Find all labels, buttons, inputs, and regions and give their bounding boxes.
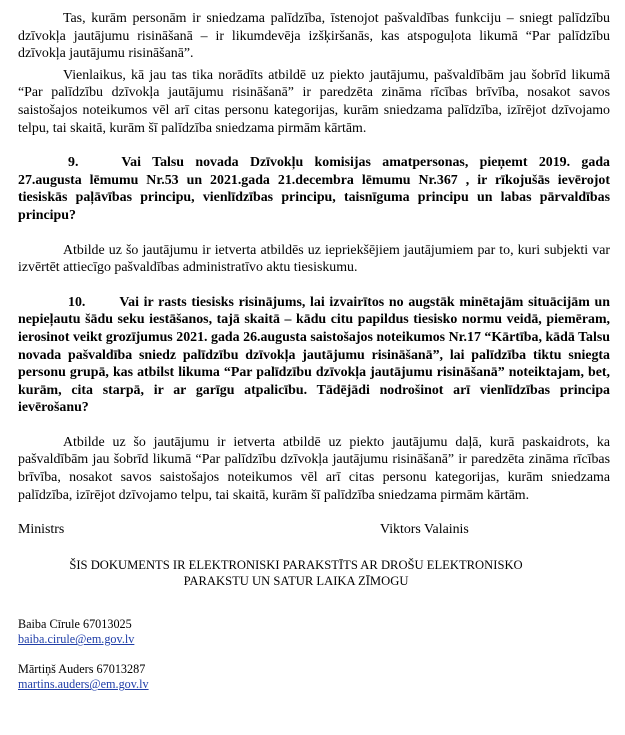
paragraph-2: Vienlaikus, kā jau tas tika norādīts atbildē uz piekto jautājumu, pašvaldībām jau šobrīd likumā “Par palīdzību dzīvokļa jautājumu risināšanā” ir paredzēta zināma rīcības brīvība, nosakot savos saistošajos noteikumos vēl arī citas personu kategorijas, kurām sniedzama palīdzība, izīrējot dzīvojamo telpu, tai skaitā, kurām šī palīdzība sniedzama pirmām kārtām.	[18, 67, 610, 136]
question-9	[18, 154, 610, 224]
question-10-text: Vai ir rasts tiesisks risinājums, lai izvairītos no augstāk minētajām situācijām un nepieļautu šādu seku iestāšanos, tajā skaitā – kādu citu papildus tiesisko normu veidā, piemēram, ierosinot veikt grozījumus 2021. gada 26.augusta saistošajos noteikumos Nr.17 “Kārtība, kādā Talsu novada pašvaldība sniedz palīdzību dzīvokļa jautājumu risināšanā”, lai palīdzība tiktu sniegta personu grupā, kas atbilst likuma “Par palīdzību dzīvokļa jautājumu risināšanā” noteiktajam, bet, kurām, cita starpā, ir ar garīgu atpalicību. Tādējādi nodrošinot arī vienlīdzības principa ievērošanu?	[18, 294, 610, 416]
question-9-text: Vai Talsu novada Dzīvokļu komisijas amatpersonas, pieņemt 2019. gada 27.augusta lēmumu Nr.53 un 2021.gada 21.decembra lēmumu Nr.367 , ir rīkojušās ievērojot tiesiskās paļāvības principu, vienlīdzības principu, taisnīguma principu un labas pārvaldības principu?	[18, 155, 610, 223]
answer-9: Atbilde uz šo jautājumu ir ietverta atbildēs uz iepriekšējiem jautājumiem par to, kuri subjekti var izvērtēt attiecīgo pašvaldības administratīvo aktu tiesiskumu.	[18, 242, 610, 276]
signatory-name: Viktors Valainis	[380, 522, 469, 538]
contact-1	[18, 617, 610, 648]
contacts	[18, 617, 610, 693]
contact-2	[18, 662, 610, 693]
contact-name-phone: Baiba Cīrule 67013025	[18, 616, 132, 631]
contact-email-link[interactable]: martins.auders@em.gov.lv	[18, 677, 149, 692]
answer-10: Atbilde uz šo jautājumu ir ietverta atbildē uz piekto jautājumu daļā, kurā paskaidrots, ka pašvaldībām jau šobrīd likumā “Par palīdzību dzīvokļa jautājumu risināšanā” ir paredzēta zināma rīcības brīvība, nosakot savos saistošajos noteikumos vēl arī citas personu kategorijas, kurām sniedzama palīdzība, izīrējot dzīvojamo telpu, tai skaitā, kurām šī palīdzība sniedzama pirmām kārtām.	[18, 434, 610, 503]
signatory-role: Ministrs	[18, 522, 65, 538]
contact-name-phone: Mārtiņš Auders 67013287	[18, 661, 146, 676]
question-9-number: 9.	[68, 155, 79, 171]
document-page	[18, 10, 610, 693]
question-10-number: 10.	[68, 294, 86, 310]
question-10	[18, 294, 610, 417]
paragraph-1: Tas, kurām personām ir sniedzama palīdzība, īstenojot pašvaldības funkciju – sniegt palīdzību dzīvokļa jautājumu risināšanā – ir likumdevēja izšķiršanās, kas atspoguļota likumā “Par palīdzību dzīvokļa jautājumu risināšanā”.	[18, 11, 610, 62]
signature-line	[18, 521, 610, 539]
contact-email-link[interactable]: baiba.cirule@em.gov.lv	[18, 632, 135, 647]
e-signature-notice: ŠIS DOKUMENTS IR ELEKTRONISKI PARAKSTĪTS AR DROŠU ELEKTRONISKO PARAKSTU UN SATUR LAIKA ZĪMOGU	[69, 557, 523, 588]
